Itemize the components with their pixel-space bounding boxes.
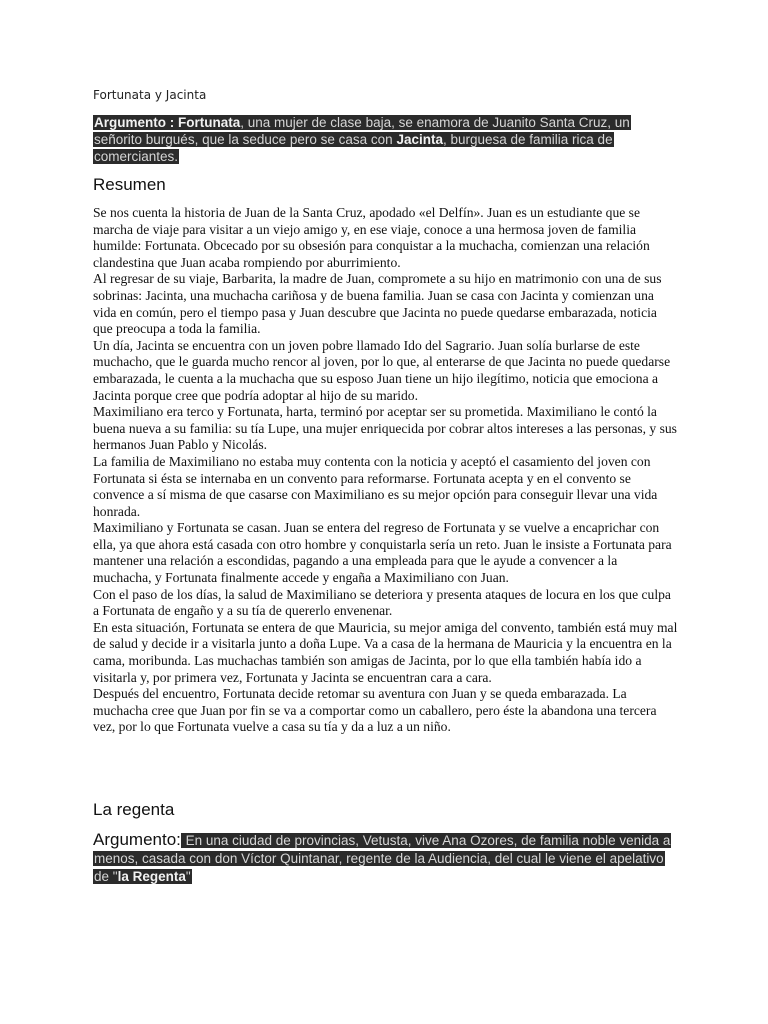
argument2-text-1: En una ciudad de provincias, Vetusta, vive Ana Ozores, de familia noble venida a menos, casada con don Víctor Quintanar, regente de la Audiencia, del cual le viene el apelativo de ": [94, 833, 671, 884]
argument-label: Argumento : Fortunata: [94, 115, 241, 130]
summary-paragraph: Al regresar de su viaje, Barbarita, la madre de Juan, compromete a su hijo en matrimonio con una de sus sobrinas: Jacinta, una muchacha cariñosa y de buena familia. Juan se casa con Jacinta y comienzan una vida en común, pero el tiempo pasa y Juan descubre que Jacinta no puede quedarse embarazada, noticia que preocupa a toda la familia.: [93, 271, 662, 337]
summary-paragraph: En esta situación, Fortunata se entera de que Mauricia, su mejor amiga del convento, también está muy mal de salud y decide ir a visitarla junto a doña Lupe. Va a casa de la hermana de Mauricia y la encuentra en la cama, moribunda. Las muchachas también son amigas de Jacinta, por lo que ella también había ido a visitarla y, por primera vez, Fortunata y Jacinta se encuentran cara a cara.: [93, 619, 678, 685]
document-title: Fortunata y Jacinta: [93, 88, 207, 102]
summary-paragraph: Un día, Jacinta se encuentra con un joven pobre llamado Ido del Sagrario. Juan solía burlarse de este muchacho, que le guarda mucho rencor al joven, por lo que, al enterarse de que Jacinta no puede quedarse embarazada, le cuenta a la muchacha que su esposo Juan tiene un hijo ilegítimo, noticia que emociona a Jacinta porque cree que podría adoptar al hijo de su marido.: [93, 337, 671, 403]
argument-text-2: , burguesa de familia rica de comerciantes.: [94, 132, 613, 164]
argument2-text-2: ": [185, 869, 191, 884]
argument-fortunata: [93, 114, 663, 165]
summary-paragraph: La familia de Maximiliano no estaba muy contenta con la noticia y aceptó el casamiento del joven con Fortunata si ésta se internaba en un convento para reformarse. Fortunata acepta y en el convento se convence a sí misma de que casarse con Maximiliano es su mejor opción para conseguir llevar una vida honrada.: [93, 453, 658, 519]
argument-highlight: [93, 115, 631, 164]
heading-la-regenta: La regenta: [93, 800, 175, 819]
summary-paragraph: Después del encuentro, Fortunata decide retomar su aventura con Juan y se queda embarazada. La muchacha cree que Juan por fin se va a comportar como un caballero, pero éste la abandona una tercera vez, por lo que Fortunata vuelve a casa su tía y da a luz a un niño.: [93, 686, 657, 735]
argument-jacinta: Jacinta: [396, 132, 443, 147]
summary-paragraph: Maximiliano era terco y Fortunata, harta, terminó por aceptar ser su prometida. Maximiliano le contó la buena nueva a su familia: su tía Lupe, una mujer enriquecida por cobrar altos intereses a las personas, y sus hermanos Juan Pablo y Nicolás.: [93, 404, 677, 453]
heading-resumen: Resumen: [93, 175, 166, 194]
argument2-label: Argumento:: [93, 830, 181, 849]
argument-regenta: [93, 831, 678, 886]
summary-paragraph: Maximiliano y Fortunata se casan. Juan se entera del regreso de Fortunata y se vuelve a encaprichar con ella, ya que ahora está casada con otro hombre y conquistarla sería un reto. Juan le insiste a Fortunata para mantener una relación a escondidas, pagando a una empleada para que le ayude a convencer a la muchacha, y Fortunata finalmente accede y engaña a Maximiliano con Juan.: [93, 520, 672, 586]
summary-paragraph: Con el paso de los días, la salud de Maximiliano se deteriora y presenta ataques de locura en los que culpa a Fortunata de engaño y a su tía de quererlo envenenar.: [93, 586, 671, 619]
summary-paragraph: Se nos cuenta la historia de Juan de la Santa Cruz, apodado «el Delfín». Juan es un estudiante que se marcha de viaje para visitar a un viejo amigo y, en ese viaje, conoce a una hermosa joven de familia humilde: Fortunata. Obcecado por su obsesión para conquistar a la muchacha, comienzan una relación clandestina que Juan acaba rompiendo por aburrimiento.: [93, 205, 650, 270]
argument2-bold: la Regenta: [117, 869, 186, 884]
summary-body: [93, 205, 678, 736]
argument-text-1: , una mujer de clase baja, se enamora de Juanito Santa Cruz, un señorito burgués, que la seduce pero se casa con: [94, 115, 630, 147]
